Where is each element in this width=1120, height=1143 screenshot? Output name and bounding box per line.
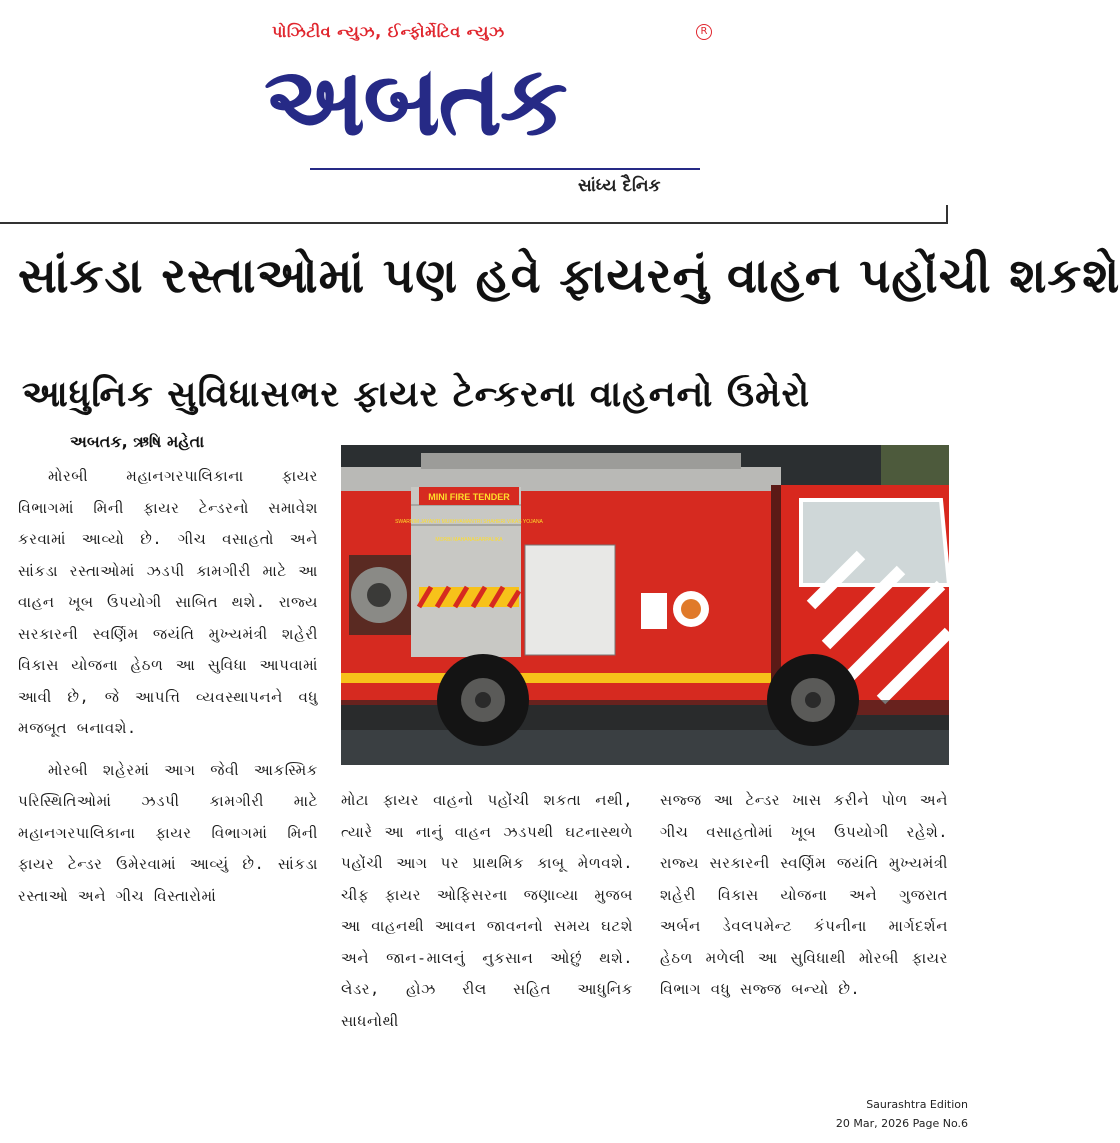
- masthead-tagline: પોઝિટીવ ન્યુઝ, ઈન્ફોર્મેટિવ ન્યુઝ: [272, 22, 505, 41]
- article-column-2: મોટા ફાયર વાહનો પહોંચી શકતા નથી, ત્યારે આ નાનું વાહન ઝડપથી ઘટનાસ્થળે પહોંચી આગ પર પ્રાથમિક કાબૂ મેળવશે. ચીફ ફાયર ઓફિસરના જણાવ્યા મુજબ આ વાહનથી આવન જાવનનો સમય ઘટશે અને જાન-માલનું નુકસાન ઓછું થશે. લેડર, હોઝ રીલ સહિત આધુનિક સાધનોથી: [341, 791, 633, 1030]
- photo-panel-text: MORBI MAHANAGARPALIKA: [435, 537, 503, 543]
- header-rule-tick: [946, 205, 948, 222]
- masthead-subtitle: સાંધ્ય દૈનિક: [578, 176, 661, 196]
- footer-edition: Saurashtra Edition: [866, 1098, 968, 1111]
- article-subheadline: આધુનિક સુવિધાસભર ફાયર ટેન્કરના વાહનનો ઉમેરો: [22, 374, 811, 415]
- article-column-1: [18, 461, 318, 912]
- masthead: [260, 18, 720, 208]
- article-paragraph: મોરબી મહાનગરપાલિકાના ફાયર વિભાગમાં મિની ફાયર ટેન્ડરનો સમાવેશ કરવામાં આવ્યો છે. ગીચ વસાહતો અને સાંકડા રસ્તાઓમાં ઝડપી કામગીરી માટે આ વાહન ખૂબ ઉપયોગી સાબિત થશે. રાજ્ય સરકારની સ્વર્ણિમ જયંતિ મુખ્યમંત્રી શહેરી વિકાસ યોજના હેઠળ આ સુવિધા આપવામાં આવી છે, જે આપત્તિ વ્યવસ્થાપનને વધુ મજબૂત બનાવશે.: [18, 467, 318, 737]
- registered-trademark-icon: R: [696, 24, 712, 40]
- photo-panel-text: SWARNIM JAYANTI MUKHYAMANTRI SHAHERI VIKAS YOJANA: [395, 519, 543, 525]
- header-rule: [0, 222, 948, 224]
- article-headline: સાંકડા રસ્તાઓમાં પણ હવે ફાયરનું વાહન પહોંચી શકશે: [18, 248, 1120, 304]
- article-column-3: સજ્જ આ ટેન્ડર ખાસ કરીને પોળ અને ગીચ વસાહતોમાં ખૂબ ઉપયોગી રહેશે. રાજ્ય સરકારની સ્વર્ણિમ જયંતિ મુખ્યમંત્રી શહેરી વિકાસ યોજના અને ગુજરાત અર્બન ડેવલપમેન્ટ કંપનીના માર્ગદર્શન હેઠળ મળેલી આ સુવિધાથી મોરબી ફાયર વિભાગ વધુ સજ્જ બન્યો છે.: [660, 791, 948, 998]
- article-paragraph: મોરબી શહેરમાં આગ જેવી આકસ્મિક પરિસ્થિતિઓમાં ઝડપી કામગીરી માટે મહાનગરપાલિકાના ફાયર વિભાગમાં મિની ફાયર ટેન્ડર ઉમેરવામાં આવ્યું છે. સાંકડા રસ્તાઓ અને ગીચ વિસ્તારોમાં: [18, 760, 318, 905]
- footer-date-page: 20 Mar, 2026 Page No.6: [835, 1117, 968, 1130]
- photo-panel-text: MINI FIRE TENDER: [428, 492, 510, 502]
- newspaper-logo: અબતક: [264, 45, 566, 157]
- masthead-divider: [310, 168, 700, 170]
- article-byline: અબતક, ઋષિ મહેતા: [70, 432, 205, 451]
- fire-tender-photo: [341, 445, 949, 765]
